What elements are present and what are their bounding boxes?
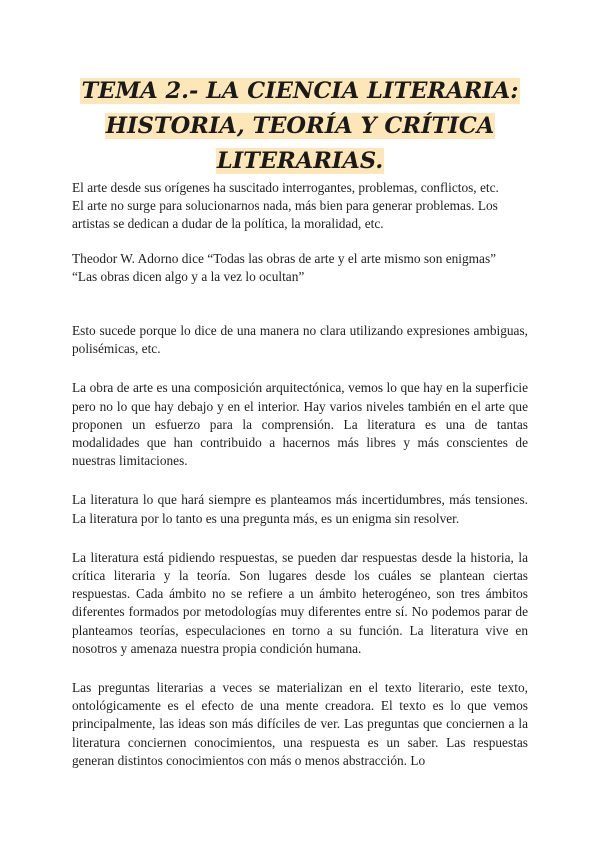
paragraph-line: artistas se dedican a dudar de la política, la moralidad, etc.: [72, 216, 384, 232]
title-line: TEMA 2.- LA CIENCIA LITERARIA:: [81, 78, 519, 104]
paragraph: [72, 179, 528, 234]
document-title: [70, 74, 530, 179]
paragraph-line: Theodor W. Adorno dice “Todas las obras de arte y el arte mismo son enigmas”: [72, 250, 497, 266]
title-line: HISTORIA, TEORÍA Y CRÍTICA: [105, 113, 495, 139]
paragraph: La literatura está pidiendo respuestas, se pueden dar respuestas desde la historia, la crítica literaria y la teoría. Son lugares desde los cuáles se plantean ciertas respuestas. Cada ámbito no se refiere a un ámbito heterogéneo, son tres ámbitos diferentes formados por metodologías muy diferentes entre sí. No podemos parar de planteamos teorías, especulaciones en torno a su función. La literatura vive en nosotros y amenaza nuestra propia condición humana.: [72, 549, 528, 656]
paragraph-line: El arte desde sus orígenes ha suscitado interrogantes, problemas, conflictos, etc.: [72, 180, 499, 195]
document-body: [72, 179, 528, 786]
paragraph: Las preguntas literarias a veces se materializan en el texto literario, este texto, ontológicamente es el efecto de una mente creadora. El texto es lo que vemos principalmente, las ideas son más difíciles de ver. Las preguntas que conciernen a la literatura conciernen conocimientos, una respuesta es un saber. Las respuestas generan distintos conocimientos con más o menos abstracción. Lo: [72, 680, 528, 768]
title-line: LITERARIAS.: [216, 148, 384, 174]
paragraph-line: El arte no surge para solucionarnos nada, más bien para generar problemas. Los: [72, 198, 498, 214]
paragraph: La obra de arte es una composición arquitectónica, vemos lo que hay en la superficie pero no lo que hay debajo y en el interior. Hay varios niveles también en el arte que proponen un esfuerzo para la comprensión. La literatura es una de tantas modalidades que han contribuido a hacernos más libres y más conscientes de nuestras limitaciones.: [72, 380, 528, 469]
paragraph: Esto sucede porque lo dice de una manera no clara utilizando expresiones ambiguas, polisémicas, etc.: [72, 323, 528, 357]
paragraph-quote: [72, 250, 528, 286]
paragraph-line: “Las obras dicen algo y a la vez lo ocultan”: [72, 268, 305, 284]
paragraph: La literatura lo que hará siempre es planteamos más incertidumbres, más tensiones. La literatura por lo tanto es una pregunta más, es un enigma sin resolver.: [72, 492, 528, 526]
